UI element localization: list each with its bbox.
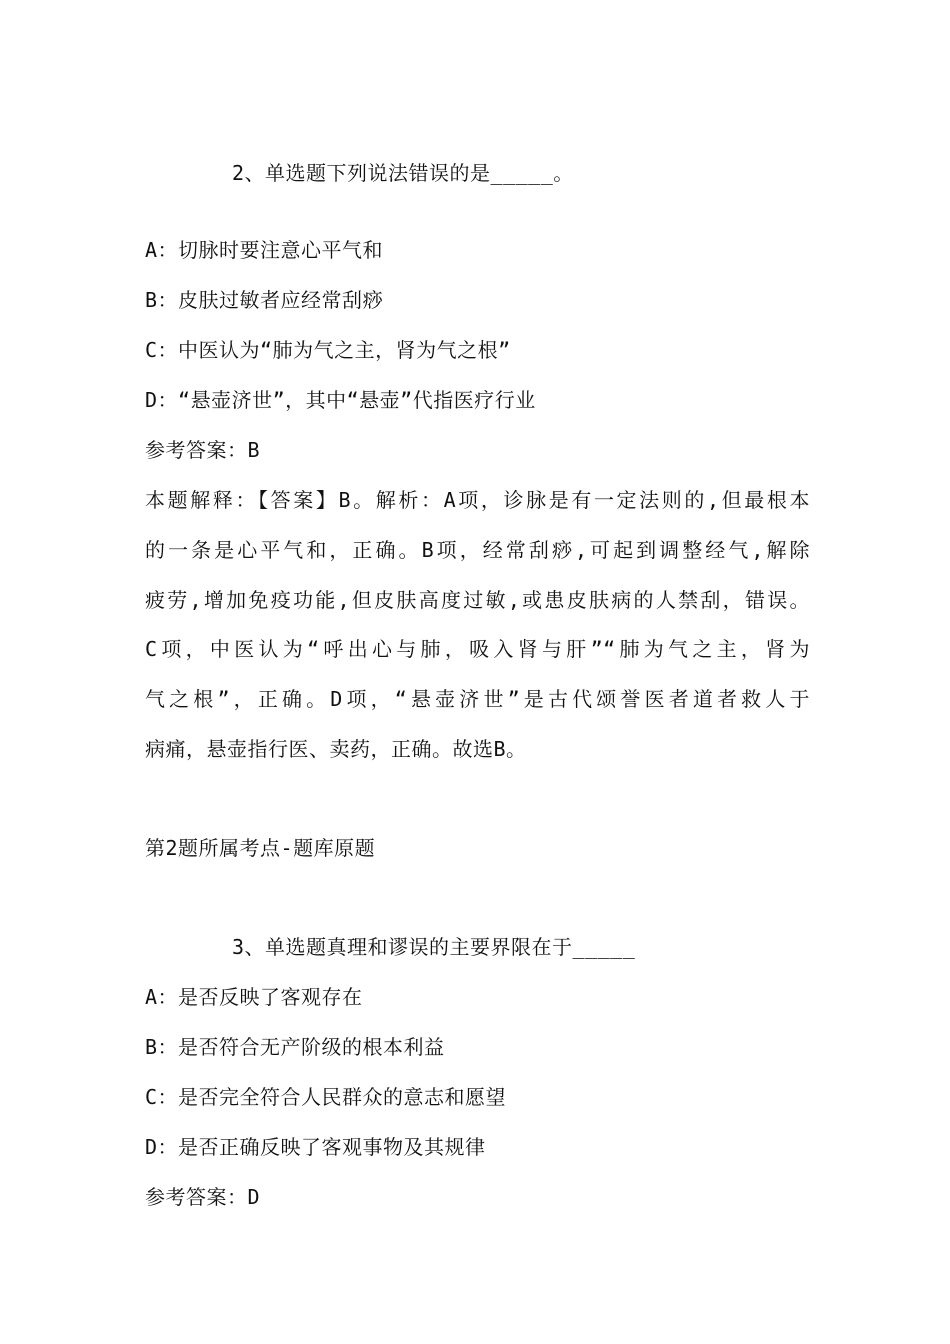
question-2-explanation-line: 病痛，悬壶指行医、卖药，正确。故选B。	[145, 737, 527, 761]
question-2-explanation-line: C项，中医认为“呼出心与肺，吸入肾与肝”“肺为气之主，肾为	[145, 637, 810, 661]
question-3-stem: 3、单选题真理和谬误的主要界限在于_____	[232, 935, 636, 959]
question-2-explanation-line: 的一条是心平气和，正确。B项，经常刮痧,可起到调整经气,解除	[145, 538, 810, 562]
question-3-option-c: C：是否完全符合人民群众的意志和愿望	[145, 1085, 507, 1109]
question-3-option-d: D：是否正确反映了客观事物及其规律	[145, 1135, 486, 1159]
question-2-stem: 2、单选题下列说法错误的是_____。	[232, 161, 574, 185]
question-3-option-b: B：是否符合无产阶级的根本利益	[145, 1035, 445, 1059]
question-2-explanation-line: 疲劳,增加免疫功能,但皮肤高度过敏,或患皮肤病的人禁刮，错误。	[145, 588, 810, 612]
question-2-topic: 第2题所属考点-题库原题	[145, 836, 376, 860]
question-2-option-b: B：皮肤过敏者应经常刮痧	[145, 288, 384, 312]
question-3-answer: 参考答案：D	[145, 1185, 261, 1209]
question-2-answer: 参考答案：B	[145, 438, 261, 462]
question-2-option-c: C：中医认为“肺为气之主，肾为气之根”	[145, 338, 511, 362]
question-3-option-a: A：是否反映了客观存在	[145, 985, 363, 1009]
question-2-option-d: D：“悬壶济世”，其中“悬壶”代指医疗行业	[145, 388, 536, 412]
question-2-explanation-line: 本题解释：【答案】B。解析：A项，诊脉是有一定法则的,但最根本	[145, 488, 810, 512]
question-2-explanation-line: 气之根”，正确。D项，“悬壶济世”是古代颂誉医者道者救人于	[145, 687, 810, 711]
question-2-option-a: A：切脉时要注意心平气和	[145, 238, 384, 262]
